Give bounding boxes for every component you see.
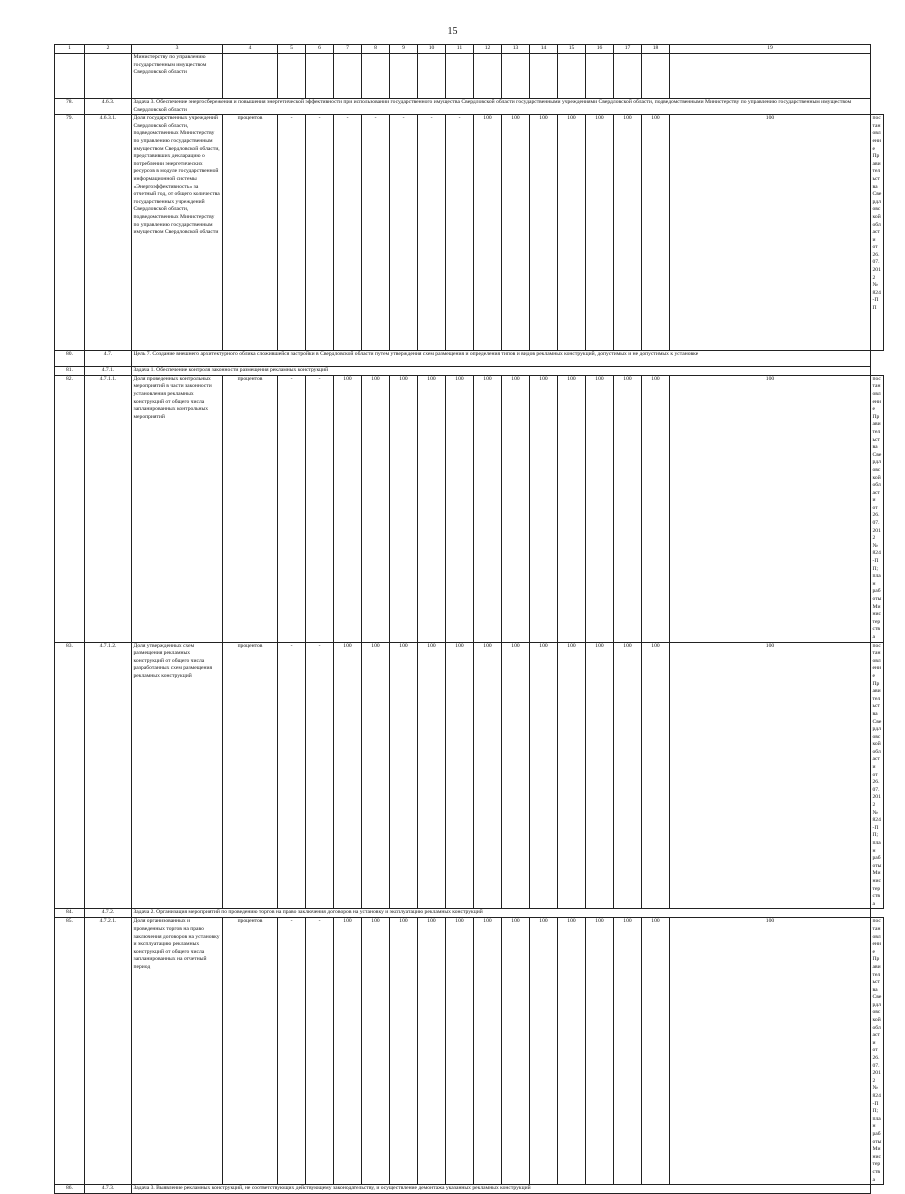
value-cell bbox=[446, 54, 474, 99]
value-cell: - bbox=[418, 115, 446, 351]
unit-cell: процентов bbox=[223, 115, 278, 351]
column-number: 9 bbox=[390, 45, 418, 54]
code-cell: 4.7.3. bbox=[85, 1185, 132, 1194]
unit-cell: процентов bbox=[223, 642, 278, 909]
value-cell: 100 bbox=[334, 918, 362, 1185]
row-number-cell: 86. bbox=[55, 1185, 85, 1194]
value-cell: 100 bbox=[586, 375, 614, 642]
indicator-name-cell: Доля проведенных контрольных мероприятий в части законности установления рекламных конструкций от общего числа запланированных контрольных мероприятий bbox=[132, 375, 223, 642]
value-cell bbox=[614, 54, 642, 99]
table-row bbox=[55, 375, 884, 642]
value-cell bbox=[586, 54, 614, 99]
value-cell: 100 bbox=[530, 642, 558, 909]
row-number-cell: 82. bbox=[55, 375, 85, 642]
column-number: 12 bbox=[474, 45, 502, 54]
column-number: 19 bbox=[670, 45, 871, 54]
indicator-name-cell: Доля организованных и проведенных торгов на право заключения договоров на установку и эксплуатацию рекламных конструкций от общего числа запланированных на отчетный период bbox=[132, 918, 223, 1185]
goal-task-cell: Задача 1. Обеспечение контроля законности размещения рекламных конструкций bbox=[132, 367, 871, 376]
value-cell: 100 bbox=[474, 115, 502, 351]
value-cell: 100 bbox=[614, 642, 642, 909]
unit-cell: процентов bbox=[223, 375, 278, 642]
value-cell: 100 bbox=[586, 115, 614, 351]
value-cell: 100 bbox=[642, 375, 670, 642]
value-cell: 100 bbox=[502, 918, 530, 1185]
row-number-cell: 78. bbox=[55, 99, 85, 115]
source-cell: постановление Правительства Свердловской области от 26.07.2012 № 824-ПП; план работы Министерства bbox=[871, 918, 884, 1185]
value-cell: 100 bbox=[390, 375, 418, 642]
value-cell: - bbox=[306, 918, 334, 1185]
value-cell: - bbox=[362, 115, 390, 351]
column-number: 15 bbox=[558, 45, 586, 54]
indicator-table bbox=[54, 44, 884, 1194]
value-cell: 100 bbox=[586, 918, 614, 1185]
goal-task-cell: Задача 3. Обеспечение энергосбережения и повышения энергетической эффективности при использовании государственного имущества Свердловской области государственными учреждениями Свердловской области, подведомственными Министерству по управлению государственным имуществом Свердловской области bbox=[132, 99, 871, 115]
value-cell: 100 bbox=[334, 375, 362, 642]
goal-task-cell: Цель 7. Создание внешнего архитектурного облика сложившейся застройки в Свердловской области путем утверждения схем размещения и определения типов и видов рекламных конструкций, допустимых и не допустимых к установке bbox=[132, 351, 871, 367]
value-cell: 100 bbox=[474, 642, 502, 909]
value-cell: 100 bbox=[418, 375, 446, 642]
value-cell: 100 bbox=[446, 918, 474, 1185]
value-cell: 100 bbox=[614, 918, 642, 1185]
value-cell: 100 bbox=[558, 642, 586, 909]
table-row bbox=[55, 642, 884, 909]
value-cell: 100 bbox=[642, 642, 670, 909]
unit-cell: процентов bbox=[223, 918, 278, 1185]
column-number: 16 bbox=[586, 45, 614, 54]
value-cell: 100 bbox=[474, 375, 502, 642]
value-cell: - bbox=[278, 375, 306, 642]
column-number: 4 bbox=[223, 45, 278, 54]
value-cell bbox=[334, 54, 362, 99]
value-cell: 100 bbox=[642, 115, 670, 351]
table-body bbox=[55, 45, 884, 1194]
value-cell: - bbox=[306, 375, 334, 642]
value-cell: 100 bbox=[614, 115, 642, 351]
value-cell: 100 bbox=[530, 375, 558, 642]
code-cell: 4.7. bbox=[85, 351, 132, 367]
column-number: 8 bbox=[362, 45, 390, 54]
goal-task-cell: Задача 2. Организация мероприятий по проведению торгов на право заключения договоров на установку и эксплуатацию рекламных конструкций bbox=[132, 909, 871, 918]
value-cell bbox=[474, 54, 502, 99]
column-number: 18 bbox=[642, 45, 670, 54]
value-cell: - bbox=[306, 642, 334, 909]
value-cell bbox=[390, 54, 418, 99]
value-cell: 100 bbox=[334, 642, 362, 909]
value-cell: - bbox=[306, 115, 334, 351]
value-cell: 100 bbox=[362, 375, 390, 642]
table-row bbox=[55, 909, 884, 918]
value-cell: 100 bbox=[390, 642, 418, 909]
value-cell: 100 bbox=[558, 918, 586, 1185]
table-row bbox=[55, 115, 884, 351]
value-cell: 100 bbox=[362, 918, 390, 1185]
column-number: 1 bbox=[55, 45, 85, 54]
code-cell bbox=[85, 54, 132, 99]
column-number: 14 bbox=[530, 45, 558, 54]
row-number-cell: 80. bbox=[55, 351, 85, 367]
source-cell bbox=[670, 54, 871, 99]
value-cell: 100 bbox=[446, 375, 474, 642]
code-cell: 4.7.1. bbox=[85, 367, 132, 376]
code-cell: 4.7.2. bbox=[85, 909, 132, 918]
code-cell: 4.6.3.1. bbox=[85, 115, 132, 351]
indicator-name-cell: Доля утвержденных схем размещения рекламных конструкций от общего числа разработанных схем размещения рекламных конструкций bbox=[132, 642, 223, 909]
column-number: 6 bbox=[306, 45, 334, 54]
code-cell: 4.7.1.2. bbox=[85, 642, 132, 909]
value-cell: 100 bbox=[502, 115, 530, 351]
value-cell: 100 bbox=[614, 375, 642, 642]
value-cell: 100 bbox=[558, 375, 586, 642]
column-number: 2 bbox=[85, 45, 132, 54]
value-cell: - bbox=[446, 115, 474, 351]
table-row bbox=[55, 367, 884, 376]
value-cell bbox=[306, 54, 334, 99]
value-cell: 100 bbox=[418, 918, 446, 1185]
value-cell: - bbox=[278, 642, 306, 909]
value-cell: 100 bbox=[502, 375, 530, 642]
table-row bbox=[55, 99, 884, 115]
value-cell: - bbox=[334, 115, 362, 351]
value-cell: 100 bbox=[642, 918, 670, 1185]
source-cell: постановление Правительства Свердловской области от 26.07.2012 № 824-ПП; план работы Министерства bbox=[871, 642, 884, 909]
value-cell: - bbox=[278, 115, 306, 351]
value-cell bbox=[642, 54, 670, 99]
row-number-cell: 85. bbox=[55, 918, 85, 1185]
value-cell bbox=[418, 54, 446, 99]
code-cell: 4.6.3. bbox=[85, 99, 132, 115]
value-cell: - bbox=[278, 918, 306, 1185]
row-number-cell: 84. bbox=[55, 909, 85, 918]
value-cell: 100 bbox=[670, 642, 871, 909]
value-cell: 100 bbox=[670, 375, 871, 642]
header-row bbox=[55, 45, 884, 54]
value-cell bbox=[530, 54, 558, 99]
value-cell: 100 bbox=[670, 918, 871, 1185]
column-number: 7 bbox=[334, 45, 362, 54]
column-number: 11 bbox=[446, 45, 474, 54]
column-number: 5 bbox=[278, 45, 306, 54]
code-cell: 4.7.1.1. bbox=[85, 375, 132, 642]
value-cell: 100 bbox=[390, 918, 418, 1185]
column-number: 3 bbox=[132, 45, 223, 54]
column-number: 10 bbox=[418, 45, 446, 54]
row-number-cell: 81. bbox=[55, 367, 85, 376]
table-row bbox=[55, 54, 884, 99]
table-row bbox=[55, 1185, 884, 1194]
value-cell: 100 bbox=[418, 642, 446, 909]
value-cell: 100 bbox=[502, 642, 530, 909]
value-cell: 100 bbox=[446, 642, 474, 909]
value-cell: 100 bbox=[474, 918, 502, 1185]
value-cell bbox=[558, 54, 586, 99]
value-cell: 100 bbox=[530, 115, 558, 351]
value-cell bbox=[223, 54, 278, 99]
row-number-cell bbox=[55, 54, 85, 99]
code-cell: 4.7.2.1. bbox=[85, 918, 132, 1185]
row-number-cell: 79. bbox=[55, 115, 85, 351]
source-cell: постановление Правительства Свердловской области от 26.07.2012 № 824-ПП bbox=[871, 115, 884, 351]
value-cell: 100 bbox=[558, 115, 586, 351]
value-cell: 100 bbox=[530, 918, 558, 1185]
page-number: 15 bbox=[447, 26, 458, 37]
table-row bbox=[55, 351, 884, 367]
column-number: 17 bbox=[614, 45, 642, 54]
row-number-cell: 83. bbox=[55, 642, 85, 909]
column-number: 13 bbox=[502, 45, 530, 54]
indicator-name-cell: Доля государственных учреждений Свердловской области, подведомственных Министерству по управлению государственным имуществом Свердловской области, представивших декларацию о потреблении энергетических ресурсов в модуле государственной информационной системы «Энергоэффективность» за отчетный год, от общего количества государственных учреждений Свердловской области, подведомственных Министерству по управлению государственным имуществом Свердловской области bbox=[132, 115, 223, 351]
value-cell: 100 bbox=[362, 642, 390, 909]
value-cell: - bbox=[390, 115, 418, 351]
value-cell bbox=[362, 54, 390, 99]
value-cell bbox=[278, 54, 306, 99]
value-cell: 100 bbox=[670, 115, 871, 351]
value-cell: 100 bbox=[586, 642, 614, 909]
goal-task-cell: Задача 3. Выявление рекламных конструкций, не соответствующих действующему законодательству, и осуществление демонтажа указанных рекламных конструкций bbox=[132, 1185, 871, 1194]
source-cell: постановление Правительства Свердловской области от 26.07.2012 № 824-ПП; план работы Министерства bbox=[871, 375, 884, 642]
table-row bbox=[55, 918, 884, 1185]
indicator-name-cell: Министерству по управлению государственным имуществом Свердловской области bbox=[132, 54, 223, 99]
value-cell bbox=[502, 54, 530, 99]
